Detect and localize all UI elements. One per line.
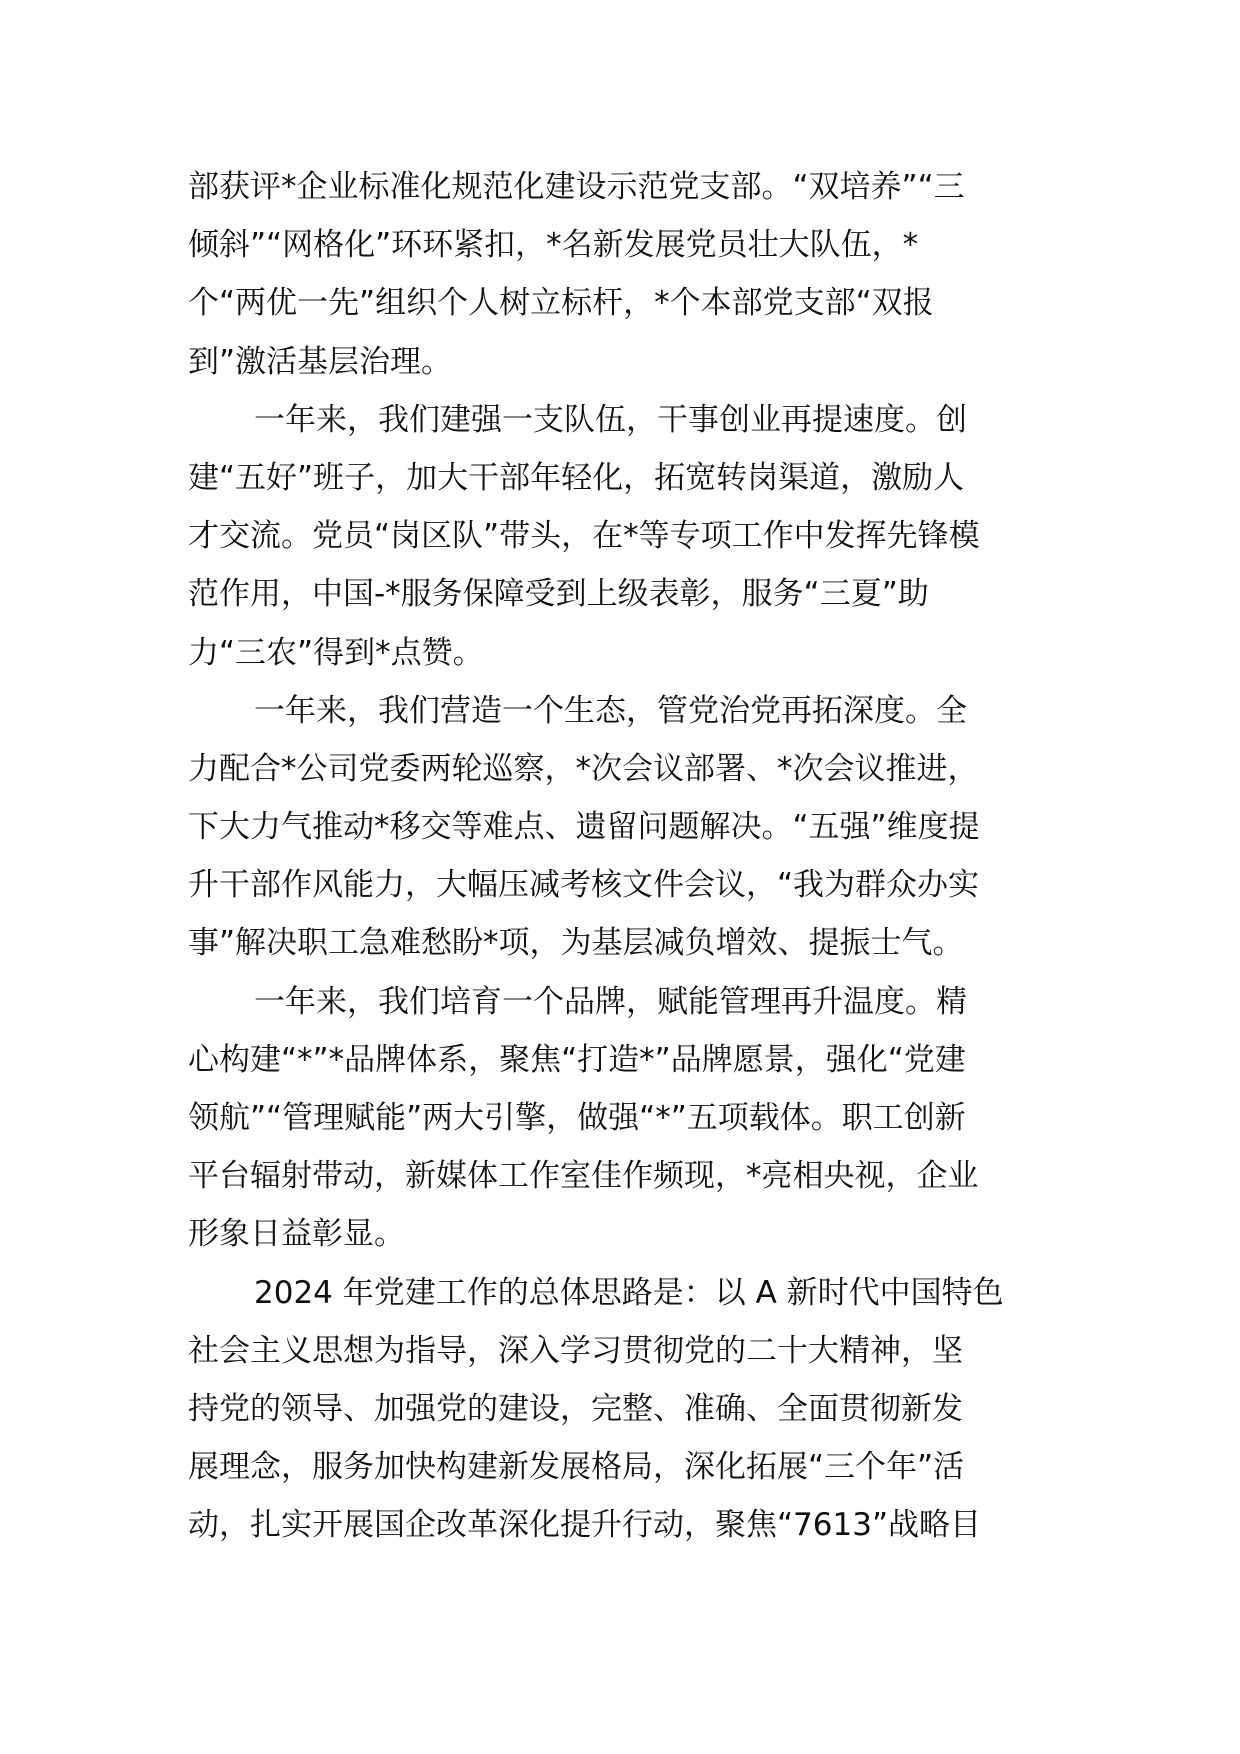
text-line: 动，扎实开展国企改革深化提升行动，聚焦“7613”战略目	[188, 1507, 982, 1544]
text-line: 力配合*公司党委两轮巡察，*次会议部署、*次会议推进，	[188, 750, 979, 787]
paragraph-first-line: 2024 年党建工作的总体思路是：以 A 新时代中国特色	[254, 1274, 1004, 1311]
text-line: 升干部作风能力，大幅压减考核文件会议，“我为群众办实	[188, 867, 980, 904]
text-line: 形象日益彰显。	[188, 1216, 405, 1253]
text-line: 才交流。党员“岗区队”带头，在*等专项工作中发挥先锋模	[188, 518, 980, 555]
paragraph-first-line: 一年来，我们培育一个品牌，赋能管理再升温度。精	[254, 983, 967, 1020]
text-line: 下大力气推动*移交等难点、遗留问题解决。“五强”维度提	[188, 809, 980, 846]
text-line: 力“三农”得到*点赞。	[188, 634, 484, 671]
text-line: 社会主义思想为指导，深入学习贯彻党的二十大精神，坚	[188, 1332, 963, 1369]
text-line: 持党的领导、加强党的建设，完整、准确、全面贯彻新发	[188, 1390, 963, 1427]
text-line: 个“两优一先”组织个人树立标杆，*个本部党支部“双报	[188, 285, 934, 322]
text-line: 部获评*企业标准化规范化建设示范党支部。“双培养”“三	[188, 169, 965, 205]
text-line: 倾斜”“网格化”环环紧扣，*名新发展党员壮大队伍，*	[188, 227, 919, 264]
text-line: 平台辐射带动，新媒体工作室佳作频现，*亮相央视，企业	[188, 1158, 979, 1195]
text-line: 范作用，中国-*服务保障受到上级表彰，服务“三夏”助	[188, 576, 929, 613]
text-line: 建“五好”班子，加大干部年轻化，拓宽转岗渠道，激励人	[188, 459, 965, 496]
text-line: 到”激活基层治理。	[188, 343, 453, 380]
paragraph-first-line: 一年来，我们营造一个生态，管党治党再拓深度。全	[254, 692, 967, 729]
text-line: 心构建“*”*品牌体系，聚焦“打造*”品牌愿景，强化“党建	[188, 1041, 966, 1078]
document-body	[188, 158, 1068, 1555]
text-line: 领航”“管理赋能”两大引擎，做强“*”五项载体。职工创新	[188, 1100, 966, 1136]
text-line: 事”解决职工急难愁盼*项，为基层减负增效、提振士气。	[188, 925, 964, 962]
text-line: 展理念，服务加快构建新发展格局，深化拓展“三个年”活	[188, 1449, 965, 1486]
paragraph-first-line: 一年来，我们建强一支队伍，干事创业再提速度。创	[254, 401, 967, 438]
